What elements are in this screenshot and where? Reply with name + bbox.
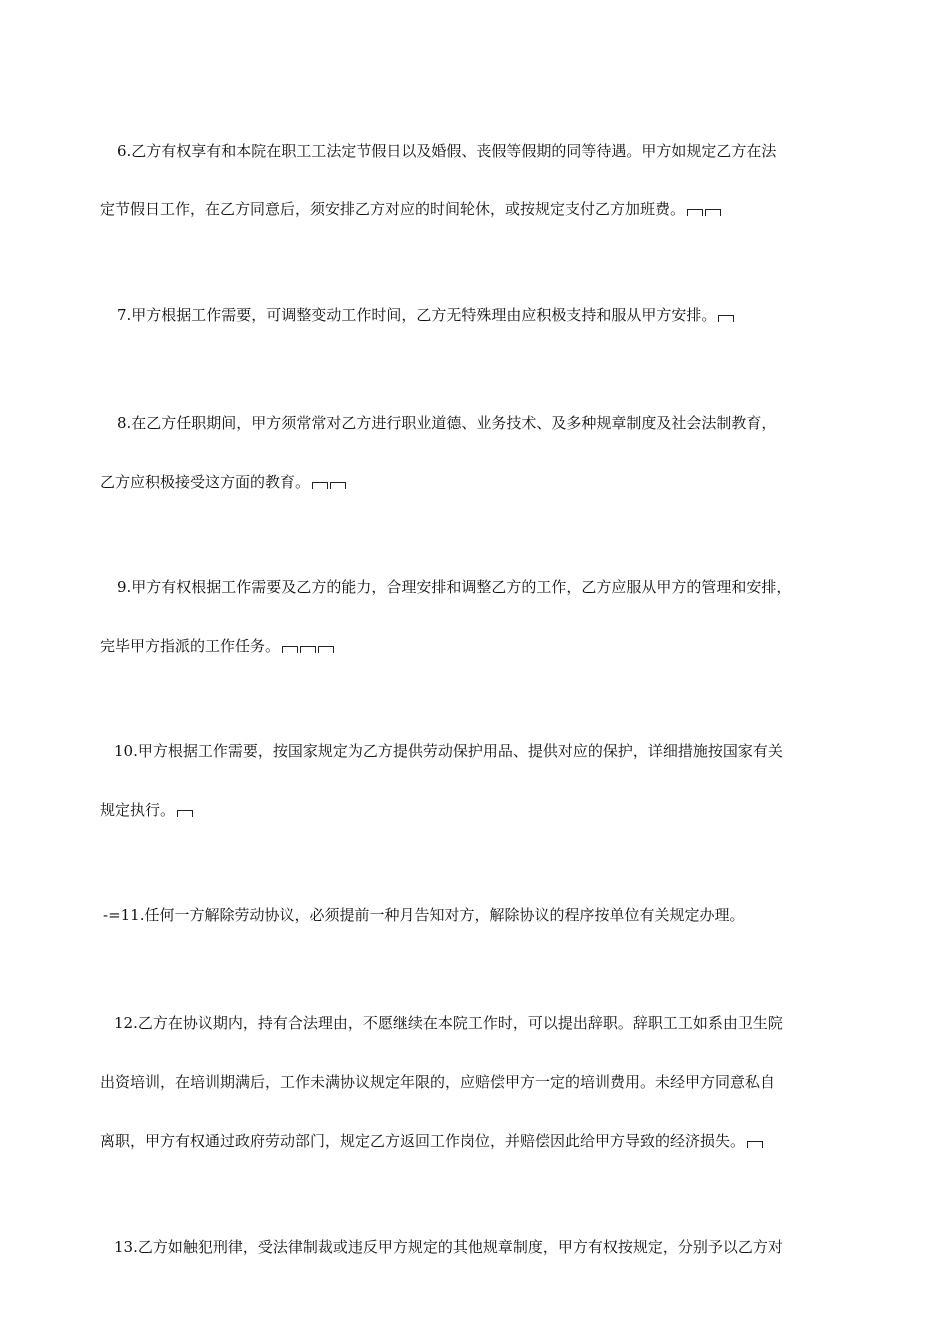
- paragraph-6-line-2: [100, 199, 870, 219]
- paragraph-9-line-2: [100, 636, 870, 656]
- paragraph-7-text: 7.甲方根据工作需要，可调整变动工作时间，乙方无特殊理由应积极支持和服从甲方安排。: [117, 306, 717, 324]
- paragraph-13-line-1: 13.乙方如触犯刑律，受法律制裁或违反甲方规定的其他规章制度，甲方有权按规定，分别予以乙方对: [114, 1238, 783, 1256]
- edit-mark-icon: [177, 810, 193, 817]
- paragraph-12-line-2: 出资培训，在培训期满后，工作未满协议规定年限的，应赔偿甲方一定的培训费用。未经甲方同意私自: [100, 1073, 776, 1091]
- edit-mark-icon: [282, 646, 298, 653]
- paragraph-10-line-1: 10.甲方根据工作需要，按国家规定为乙方提供劳动保护用品、提供对应的保护，详细措施按国家有关: [114, 742, 783, 760]
- paragraph-12-text: 离职，甲方有权通过政府劳动部门，规定乙方返回工作岗位，并赔偿因此给甲方导致的经济损失。: [100, 1132, 746, 1150]
- edit-mark-icon: [318, 646, 334, 653]
- paragraph-11-line-1: -=11.任何一方解除劳动协议，必须提前一种月告知对方，解除协议的程序按单位有关规定办理。: [103, 906, 745, 924]
- paragraph-8-text: 乙方应积极接受这方面的教育。: [100, 473, 311, 491]
- paragraph-9-text: 完毕甲方指派的工作任务。: [100, 637, 281, 655]
- edit-mark-icon: [747, 1141, 763, 1148]
- paragraph-10-line-2: [100, 800, 870, 820]
- edit-mark-icon: [300, 646, 316, 653]
- paragraph-12-line-1: 12.乙方在协议期内，持有合法理由，不愿继续在本院工作时，可以提出辞职。辞职工工如系由卫生院: [114, 1014, 783, 1032]
- edit-mark-icon: [687, 209, 703, 216]
- paragraph-7-line-1: [117, 305, 887, 325]
- edit-mark-icon: [718, 315, 734, 322]
- paragraph-9-line-1: 9.甲方有权根据工作需要及乙方的能力，合理安排和调整乙方的工作，乙方应服从甲方的管理和安排，: [117, 578, 792, 596]
- edit-mark-icon: [705, 209, 721, 216]
- paragraph-10-text: 规定执行。: [100, 801, 176, 819]
- edit-mark-icon: [330, 482, 346, 489]
- edit-mark-icon: [312, 482, 328, 489]
- paragraph-6-text: 定节假日工作，在乙方同意后，须安排乙方对应的时间轮休，或按规定支付乙方加班费。: [100, 200, 686, 218]
- paragraph-8-line-2: [100, 472, 870, 492]
- paragraph-6-line-1: 6.乙方有权享有和本院在职工工法定节假日以及婚假、丧假等假期的同等待遇。甲方如规定乙方在法: [117, 142, 777, 160]
- paragraph-12-line-3: [100, 1131, 870, 1151]
- paragraph-8-line-1: 8.在乙方任职期间，甲方须常常对乙方进行职业道德、业务技术、及多种规章制度及社会法制教育，: [117, 414, 777, 432]
